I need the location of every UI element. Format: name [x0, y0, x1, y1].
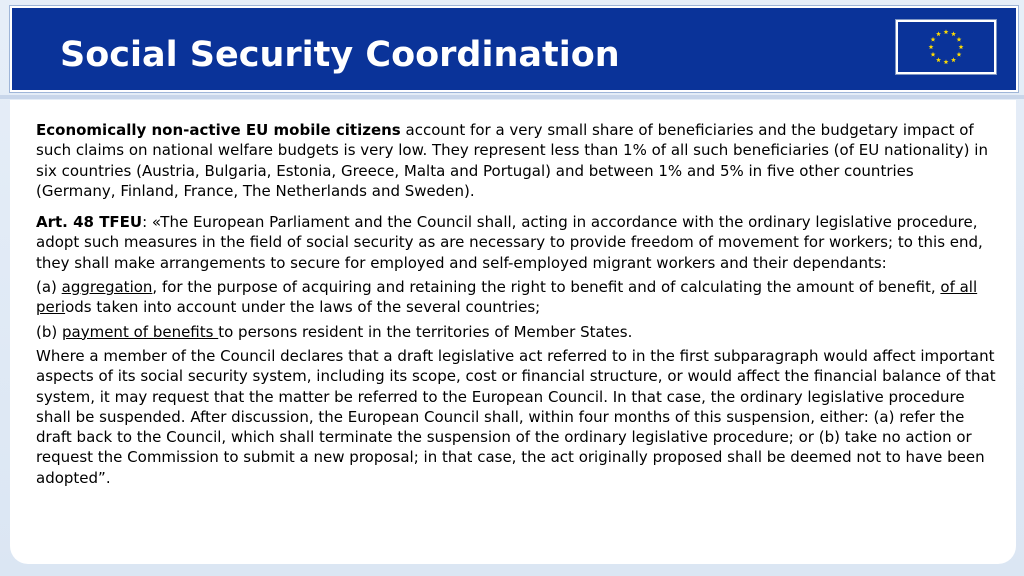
header-divider	[0, 95, 1024, 99]
paragraph-council	[36, 346, 996, 488]
underlined-term: of all peri	[36, 278, 978, 317]
paragraph-item-a	[36, 277, 996, 318]
paragraph-item-b	[36, 322, 996, 342]
eu-flag-icon	[896, 20, 996, 74]
underlined-term: aggregation	[61, 278, 153, 297]
title-bar	[10, 6, 1018, 92]
underlined-term: payment of benefits	[62, 322, 219, 341]
item-text: ods taken into account under the laws of the several countries;	[65, 298, 541, 317]
eu-flag-graphic	[898, 22, 994, 72]
paragraph-mobile-citizens	[36, 120, 996, 201]
item-prefix: (a)	[36, 278, 62, 297]
paragraph-text: account for a very small share of beneficiaries and the budgetary impact of such claims on national welfare budgets is very low. They represent less than 1% of all such beneficiaries (of EU nationality) in six countries (Austria, Bulgaria, Estonia, Greece, Malta and Portugal) and between 1% and 5% in five other countries (Germany, Finland, France, The Netherlands and Sweden).	[36, 121, 988, 200]
slide-title: Social Security Coordination	[60, 35, 620, 75]
item-text: , for the purpose of acquiring and retaining the right to benefit and of calculating the amount of benefit,	[152, 278, 941, 297]
item-text: to persons resident in the territories of Member States.	[218, 322, 633, 341]
body-text	[36, 120, 996, 488]
item-prefix: (b)	[36, 322, 62, 341]
paragraph-text: : «The European Parliament and the Council shall, acting in accordance with the ordinary legislative procedure, adopt such measures in the field of social security as are necessary to provide freedom of movement for workers; to this end, they shall make arrangements to secure for employed and self-employed migrant workers and their dependants:	[36, 213, 983, 272]
content-panel	[10, 100, 1016, 564]
paragraph-text: Where a member of the Council declares that a draft legislative act referred to in the first subparagraph would affect important aspects of its social security system, including its scope, cost or financial structure, or would affect the financial balance of that system, it may request that the matter be referred to the European Council. In that case, the ordinary legislative procedure shall be suspended. After discussion, the European Council shall, within four months of this suspension, either: (a) refer the draft back to the Council, which shall terminate the suspension of the ordinary legislative procedure; or (b) take no action or request the Commission to submit a new proposal; in that case, the act originally proposed shall be deemed not to have been adopted”.	[36, 346, 996, 487]
bold-lead: Economically non-active EU mobile citizens	[36, 121, 401, 139]
paragraph-art48	[36, 212, 996, 273]
bold-lead: Art. 48 TFEU	[36, 213, 143, 232]
